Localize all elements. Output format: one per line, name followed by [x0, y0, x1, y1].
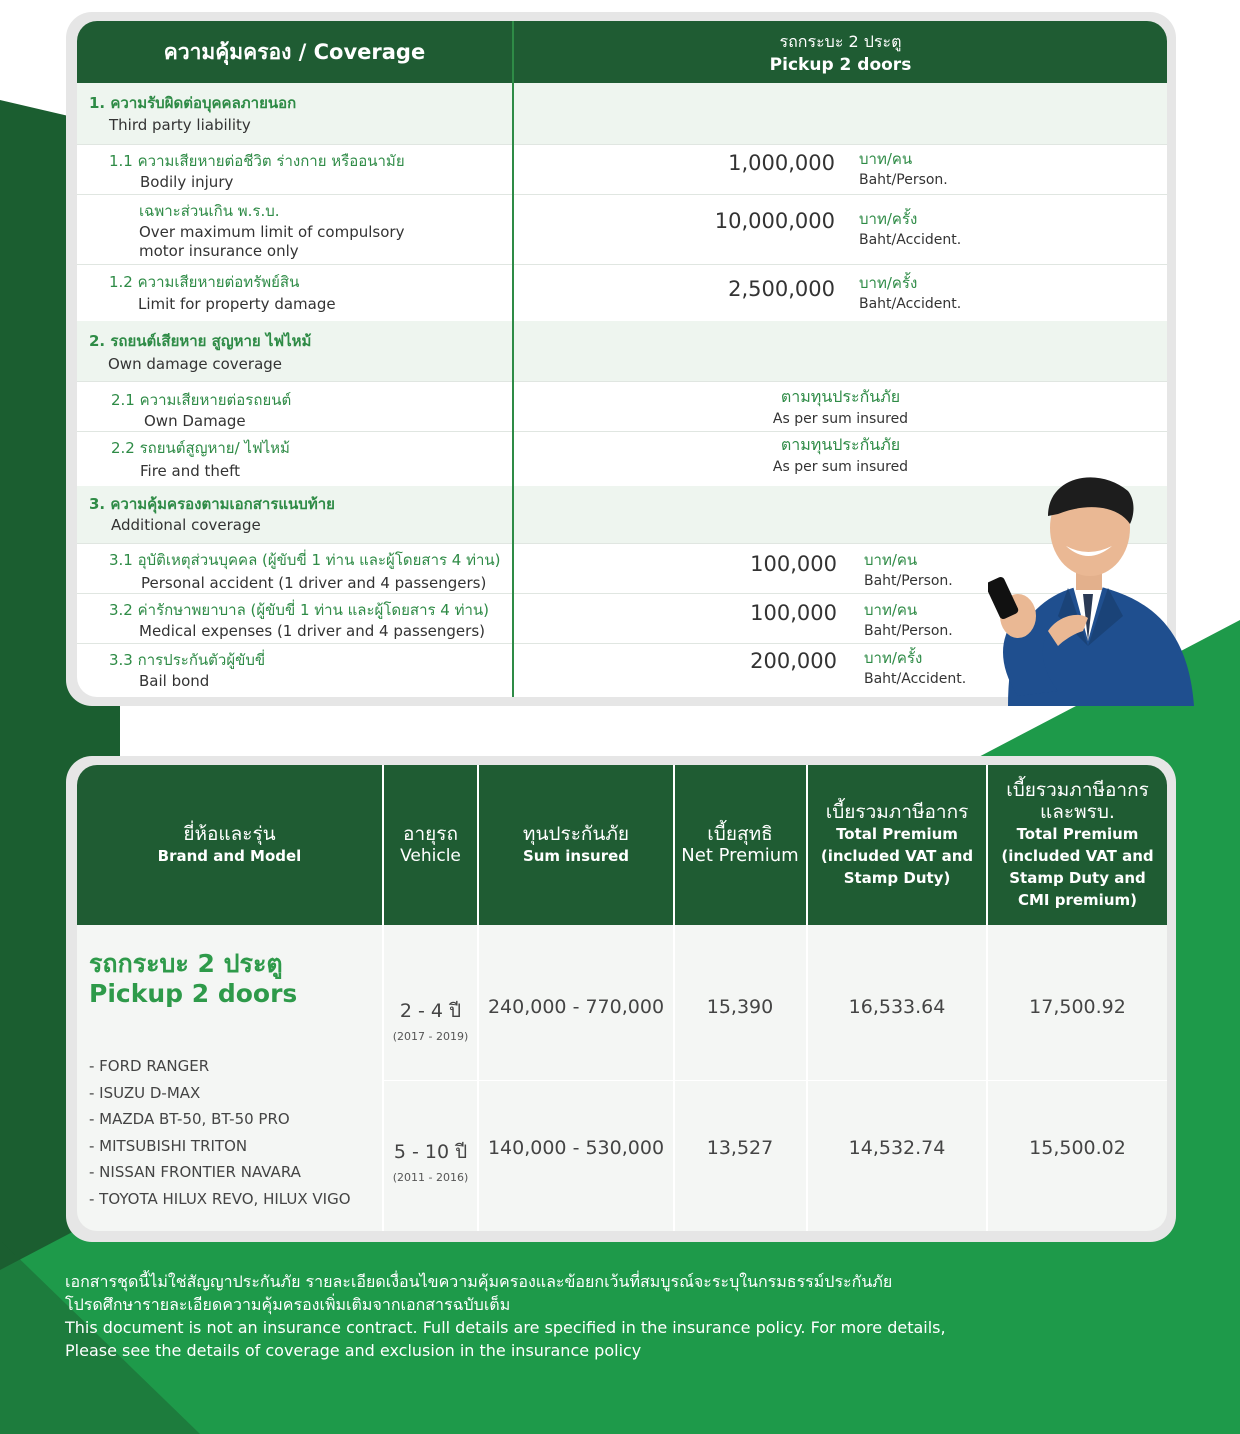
section-2-th: 2. รถยนต์เสียหาย สูญหาย ไฟไหม้ — [89, 332, 312, 350]
row-1-1b-unit — [859, 209, 961, 251]
row-1-1-th: 1.1 ความเสียหายต่อชีวิต ร่างกาย หรืออนามัย — [109, 152, 405, 170]
row-1-1-unit — [859, 149, 948, 191]
row-2-1-value — [514, 386, 1167, 430]
row2-total: 14,532.74 — [848, 1137, 946, 1159]
header-total-cmi-en4: CMI premium) — [1018, 891, 1137, 909]
header-total-cmi-en3: Stamp Duty and — [1009, 869, 1146, 887]
row2-sum: 140,000 - 530,000 — [487, 1137, 665, 1159]
row1-years: (2017 - 2019) — [392, 1030, 469, 1043]
row-3-2-unit-th: บาท/คน — [864, 601, 918, 619]
row-1-1b-en1: Over maximum limit of compulsory — [139, 223, 405, 241]
model-title — [89, 949, 297, 1009]
row-1-1-unit-en: Baht/Person. — [859, 172, 948, 188]
row2-total-cmi: 15,500.02 — [1029, 1137, 1126, 1159]
list-item: - FORD RANGER — [89, 1057, 210, 1075]
row-2-1-value-en: As per sum insured — [772, 411, 909, 427]
coverage-header-title: ความคุ้มครอง / Coverage — [163, 39, 426, 64]
row2-age-value: 5 - 10 ปี — [393, 1141, 468, 1163]
row-3-3-th: 3.3 การประกันตัวผู้ขับขี่ — [109, 651, 266, 669]
list-item: - MAZDA BT-50, BT-50 PRO — [89, 1110, 290, 1129]
row-1-2-unit-th: บาท/ครั้ง — [859, 274, 918, 292]
header-total-en2: (included VAT and — [820, 847, 974, 865]
header-total-en3: Stamp Duty) — [843, 869, 951, 887]
row-2-1 — [77, 381, 1167, 432]
disclaimer-en-2: Please see the details of coverage and exclusion in the insurance policy — [65, 1341, 642, 1360]
row-1-1b-unit-th: บาท/ครั้ง — [859, 210, 918, 228]
row-3-1-th: 3.1 อุบัติเหตุส่วนบุคคล (ผู้ขับขี่ 1 ท่าน และผู้โดยสาร 4 ท่าน) — [109, 551, 501, 569]
row-1-2-en: Limit for property damage — [138, 295, 336, 313]
list-item: - TOYOTA HILUX REVO, HILUX VIGO — [89, 1189, 351, 1208]
row-1-1-en: Bodily injury — [140, 173, 234, 191]
list-item: - NISSAN FRONTIER NAVARA — [89, 1163, 301, 1182]
row-2-1-value-th: ตามทุนประกันภัย — [780, 387, 901, 406]
row-3-3-unit-th: บาท/ครั้ง — [864, 649, 923, 667]
row-1-2 — [77, 264, 1167, 322]
header-total-cmi-en1: Total Premium — [1016, 825, 1139, 843]
header-net — [675, 765, 805, 925]
row1-total-cmi: 17,500.92 — [1029, 996, 1126, 1018]
header-brand-en: Brand and Model — [157, 847, 302, 865]
row-3-2-unit — [864, 600, 953, 642]
row-2-1-th: 2.1 ความเสียหายต่อรถยนต์ — [111, 391, 292, 409]
disclaimer-th-1: เอกสารชุดนี้ไม่ใช่สัญญาประกันภัย รายละเอียดเงื่อนไขความคุ้มครองและข้อยกเว้นที่สมบูรณ์จะระบุในกรมธรรม์ประกันภัย — [65, 1272, 893, 1291]
row-1-1b-amount: 10,000,000 — [714, 209, 835, 233]
row-1-2-unit — [859, 273, 961, 315]
header-total-en1: Total Premium — [836, 825, 958, 843]
premium-card — [66, 756, 1176, 1242]
section-2-en: Own damage coverage — [108, 355, 283, 373]
header-total-cmi-en2: (included VAT and — [1001, 847, 1154, 865]
vehicle-header — [514, 21, 1167, 83]
coverage-divider — [512, 21, 514, 697]
row-2-2-value-en: As per sum insured — [772, 459, 909, 475]
row-2-1-en: Own Damage — [144, 412, 246, 430]
header-net-en: Net Premium — [681, 845, 799, 866]
disclaimer-en-1: This document is not an insurance contract. Full details are specified in the insurance policy. For more details, — [65, 1318, 946, 1337]
row2-net: 13,527 — [706, 1137, 774, 1159]
header-age-th: อายุรถ — [403, 823, 458, 845]
model-list — [89, 1053, 351, 1213]
row-3-1-unit-en: Baht/Person. — [864, 573, 953, 589]
vehicle-header-th: รถกระบะ 2 ประตู — [779, 31, 902, 51]
row1-age — [384, 996, 477, 1043]
businessman-with-phone-icon — [988, 466, 1198, 706]
row-1-2-amount: 2,500,000 — [728, 277, 835, 301]
row-3-3-unit-en: Baht/Accident. — [864, 671, 967, 687]
header-sum-en: Sum insured — [522, 847, 630, 865]
list-item: - ISUZU D-MAX — [89, 1083, 201, 1102]
row1-net: 15,390 — [706, 996, 774, 1018]
row1-age-value: 2 - 4 ปี — [399, 1000, 462, 1022]
header-total — [808, 765, 986, 925]
header-sum — [479, 765, 673, 925]
row2-age — [384, 1137, 477, 1184]
row-1-1b-en2: motor insurance only — [139, 242, 299, 260]
header-total-cmi-th2: และพรบ. — [1040, 801, 1115, 823]
row-1-1b-th: เฉพาะส่วนเกิน พ.ร.บ. — [139, 202, 280, 220]
row-1-2-th: 1.2 ความเสียหายต่อทรัพย์สิน — [109, 273, 300, 291]
header-brand — [77, 765, 382, 925]
header-total-cmi — [988, 765, 1167, 925]
row-3-3-amount: 200,000 — [750, 649, 837, 673]
row-3-2-amount: 100,000 — [750, 601, 837, 625]
section-3-th: 3. ความคุ้มครองตามเอกสารแนบท้าย — [89, 495, 335, 513]
row-3-2-th: 3.2 ค่ารักษาพยาบาล (ผู้ขับขี่ 1 ท่าน และผู้โดยสาร 4 ท่าน) — [109, 601, 490, 619]
row1-sum: 240,000 - 770,000 — [487, 996, 665, 1018]
header-total-cmi-th1: เบี้ยรวมภาษีอากร — [1006, 779, 1149, 801]
section-2-row — [77, 321, 1167, 381]
row-1-2-unit-en: Baht/Accident. — [859, 296, 962, 312]
row-3-1-en: Personal accident (1 driver and 4 passengers) — [141, 574, 487, 592]
header-sum-th: ทุนประกันภัย — [522, 823, 630, 845]
row-3-3-en: Bail bond — [139, 672, 210, 690]
vehicle-header-en: Pickup 2 doors — [769, 54, 912, 75]
section-3-en: Additional coverage — [111, 516, 261, 534]
row-2-2-th: 2.2 รถยนต์สูญหาย/ ไฟไหม้ — [111, 439, 290, 457]
row-1-1 — [77, 144, 1167, 195]
row-1-1b-unit-en: Baht/Accident. — [859, 232, 962, 248]
disclaimer — [65, 1270, 1165, 1362]
row1-total: 16,533.64 — [848, 996, 946, 1018]
header-total-th: เบี้ยรวมภาษีอากร — [825, 801, 969, 823]
row-2-2-value-th: ตามทุนประกันภัย — [780, 435, 901, 454]
disclaimer-th-2: โปรดศึกษารายละเอียดความคุ้มครองเพิ่มเติมจากเอกสารฉบับเต็ม — [65, 1295, 511, 1314]
header-net-th: เบี้ยสุทธิ — [707, 823, 773, 845]
header-age-en: Vehicle — [400, 846, 461, 866]
row-1-1b — [77, 194, 1167, 265]
row-1-1-amount: 1,000,000 — [728, 151, 835, 175]
model-title-en: Pickup 2 doors — [89, 979, 298, 1008]
model-title-th: รถกระบะ 2 ประตู — [89, 949, 283, 978]
section-1-row — [77, 83, 1167, 144]
row-1-1-unit-th: บาท/คน — [859, 150, 913, 168]
coverage-header — [77, 21, 1167, 83]
row-separator — [382, 1080, 1167, 1081]
row-3-2-en: Medical expenses (1 driver and 4 passengers) — [139, 622, 485, 640]
row-3-1-amount: 100,000 — [750, 552, 837, 576]
header-brand-th: ยี่ห้อและรุ่น — [183, 823, 276, 845]
list-item: - MITSUBISHI TRITON — [89, 1136, 248, 1155]
row-3-1-unit-th: บาท/คน — [864, 551, 918, 569]
row-3-2-unit-en: Baht/Person. — [864, 623, 953, 639]
header-age — [384, 765, 477, 925]
section-1-th: 1. ความรับผิดต่อบุคคลภายนอก — [89, 94, 297, 112]
row-2-2-en: Fire and theft — [140, 462, 241, 480]
row-3-3-unit — [864, 648, 966, 690]
row-3-1-unit — [864, 550, 953, 592]
section-1-en: Third party liability — [109, 116, 251, 134]
row2-years: (2011 - 2016) — [392, 1171, 469, 1184]
